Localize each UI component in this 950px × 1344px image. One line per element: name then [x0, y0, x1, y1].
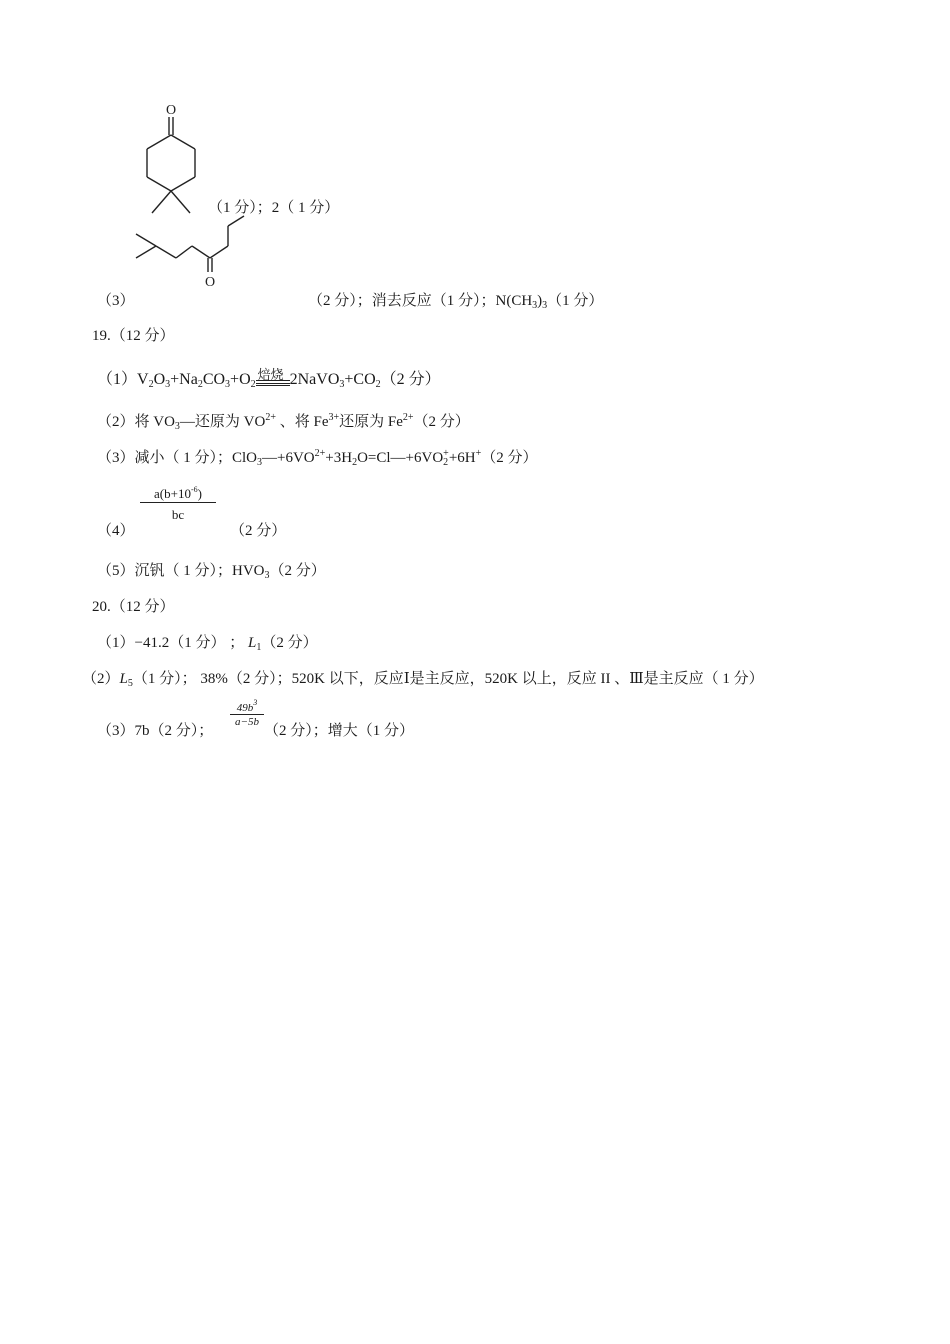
q20-3-answer-end: （2 分）；增大（1 分） — [264, 723, 415, 739]
q20-3-fraction: $49b^3$ a−5b — [230, 702, 264, 728]
q18-score-line: （1 分）；2（ 1 分） — [208, 200, 340, 216]
q19-1-equation: $(1)V_2O_3+Na_2CO_3+O_2$ 焙烧 $2NaVO_3+CO_2(2$ 分） — [97, 367, 441, 390]
molecule2-oxygen: O — [204, 275, 216, 290]
q20-1-answer: （1）−41.2（1 分） ； $L_1(2$ 分） — [97, 635, 318, 653]
reaction-condition-arrow: 焙烧 — [256, 378, 290, 386]
molecule-dimethylcyclohexanone — [120, 95, 220, 220]
q18-3-label: （3） — [97, 293, 135, 309]
q20-2-answer: $(2)L_5(1$ 分）； 38%（2 分）；520K 以下，反应Ⅰ是主反应，520K 以上，反应 II 、Ⅲ是主反应（ 1 分） — [82, 671, 764, 689]
q19-2-answer: （2）将 $VO_3—$还原为 $VO^{2+}$ 、将 $Fe^{3+}$还原为 $Fe^{2+}(2$ 分） — [97, 412, 470, 432]
q19-4-fraction: $a(b+10^{-6})$ bc — [140, 486, 216, 523]
q20-heading: 20.（12 分） — [92, 599, 175, 615]
q19-3-answer: （3）减小（ 1 分）；$ClO_3—+6VO^{2+}+3H_2O=Cl—+6VO_2^++6H^+(2$ 分） — [97, 448, 538, 468]
molecule-branched-ketone — [130, 212, 310, 292]
molecule1-oxygen: O — [165, 103, 177, 118]
q20-3-answer-start: （3）7b（2 分）； — [97, 723, 214, 739]
q19-5-answer: （5）沉钒（ 1 分）；$HVO_3(2$ 分） — [97, 563, 326, 581]
q19-4-label: （4） — [97, 523, 135, 539]
q19-heading: 19.（12 分） — [92, 328, 175, 344]
q18-3-answer: （2 分）；消去反应（1 分）；$N(CH_3)_3(1$ 分） — [308, 293, 604, 311]
q19-4-score: （2 分） — [230, 523, 287, 539]
